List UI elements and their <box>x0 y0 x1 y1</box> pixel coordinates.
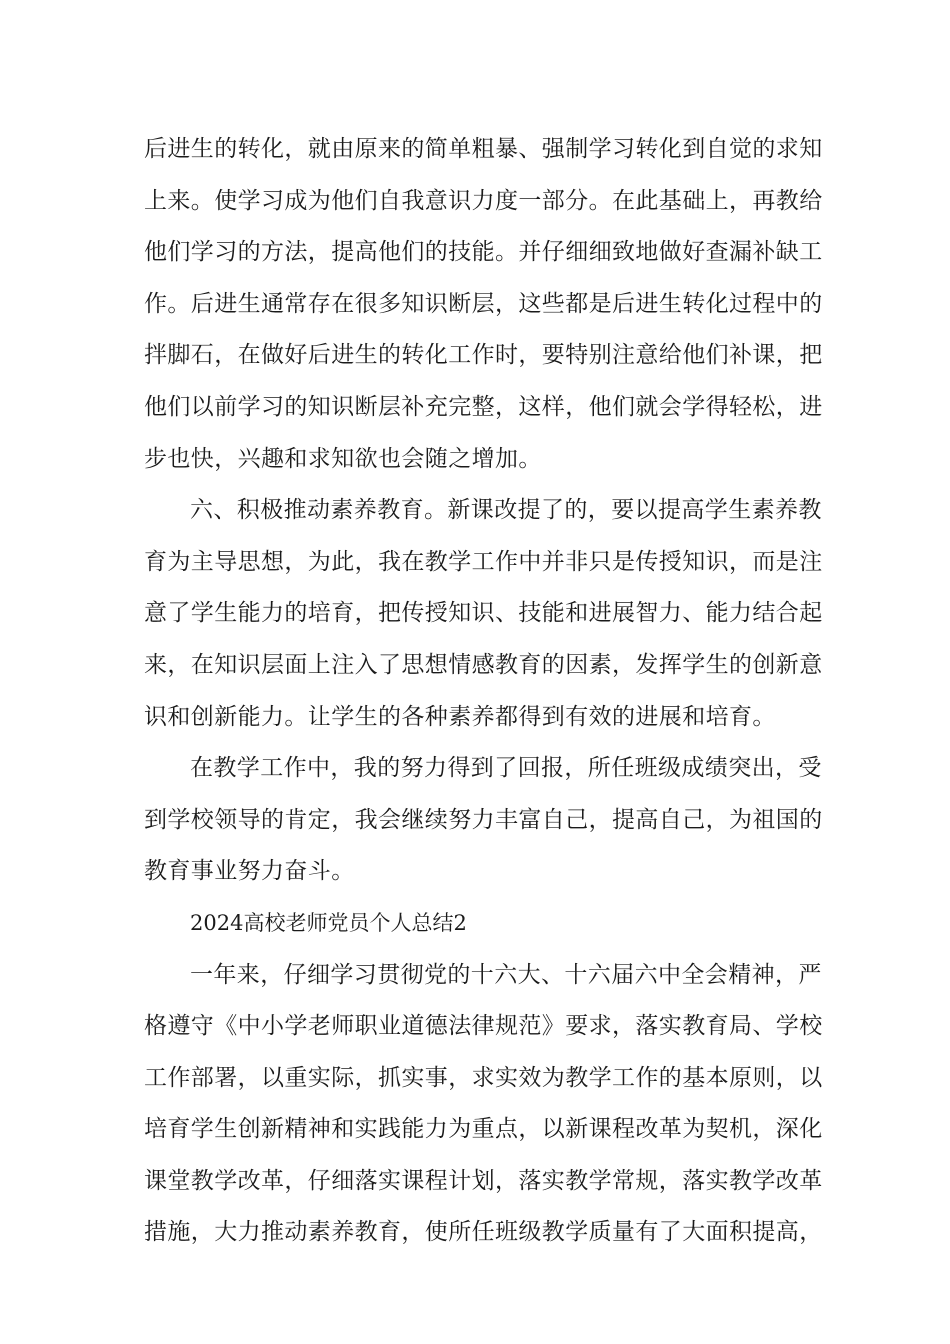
text-line: 他们学习的方法，提高他们的技能。并仔细细致地做好查漏补缺工 <box>144 239 823 266</box>
text-line: 来，在知识层面上注入了思想情感教育的因素，发挥学生的创新意 <box>144 651 823 678</box>
text-line: 识和创新能力。让学生的各种素养都得到有效的进展和培育。 <box>144 703 776 730</box>
paragraph-start-line: 一年来，仔细学习贯彻党的十六大、十六届六中全会精神，严 <box>190 961 822 988</box>
section-heading: 2024高校老师党员个人总结2 <box>190 910 467 935</box>
text-line: 育为主导思想，为此，我在教学工作中并非只是传授知识，而是注 <box>144 548 823 575</box>
text-line: 工作部署，以重实际，抓实事，求实效为教学工作的基本原则，以 <box>144 1064 823 1091</box>
text-line: 意了学生能力的培育，把传授知识、技能和进展智力、能力结合起 <box>144 600 823 627</box>
text-line: 课堂教学改革，仔细落实课程计划，落实教学常规，落实教学改革 <box>144 1167 823 1194</box>
text-line: 教育事业努力奋斗。 <box>144 858 355 885</box>
text-line: 步也快，兴趣和求知欲也会随之增加。 <box>144 445 542 472</box>
text-line: 他们以前学习的知识断层补充完整，这样，他们就会学得轻松，进 <box>144 393 823 420</box>
paragraph-start-line: 在教学工作中，我的努力得到了回报，所任班级成绩突出，受 <box>190 755 822 782</box>
paragraph-start-line: 六、积极推动素养教育。新课改提了的，要以提高学生素养教 <box>190 497 822 524</box>
text-line: 后进生的转化，就由原来的简单粗暴、强制学习转化到自觉的求知 <box>144 136 823 162</box>
text-line: 作。后进生通常存在很多知识断层，这些都是后进生转化过程中的 <box>144 290 823 317</box>
text-line: 培育学生创新精神和实践能力为重点，以新课程改革为契机，深化 <box>144 1116 823 1143</box>
text-line: 到学校领导的肯定，我会继续努力丰富自己，提高自己，为祖国的 <box>144 806 823 833</box>
text-line: 格遵守《中小学老师职业道德法律规范》要求，落实教育局、学校 <box>144 1013 823 1040</box>
text-line: 上来。使学习成为他们自我意识力度一部分。在此基础上，再教给 <box>144 187 823 214</box>
text-line: 拌脚石，在做好后进生的转化工作时，要特别注意给他们补课，把 <box>144 342 823 369</box>
document-body <box>144 124 823 1259</box>
text-line: 措施，大力推动素养教育，使所任班级教学质量有了大面积提高， <box>144 1219 823 1246</box>
